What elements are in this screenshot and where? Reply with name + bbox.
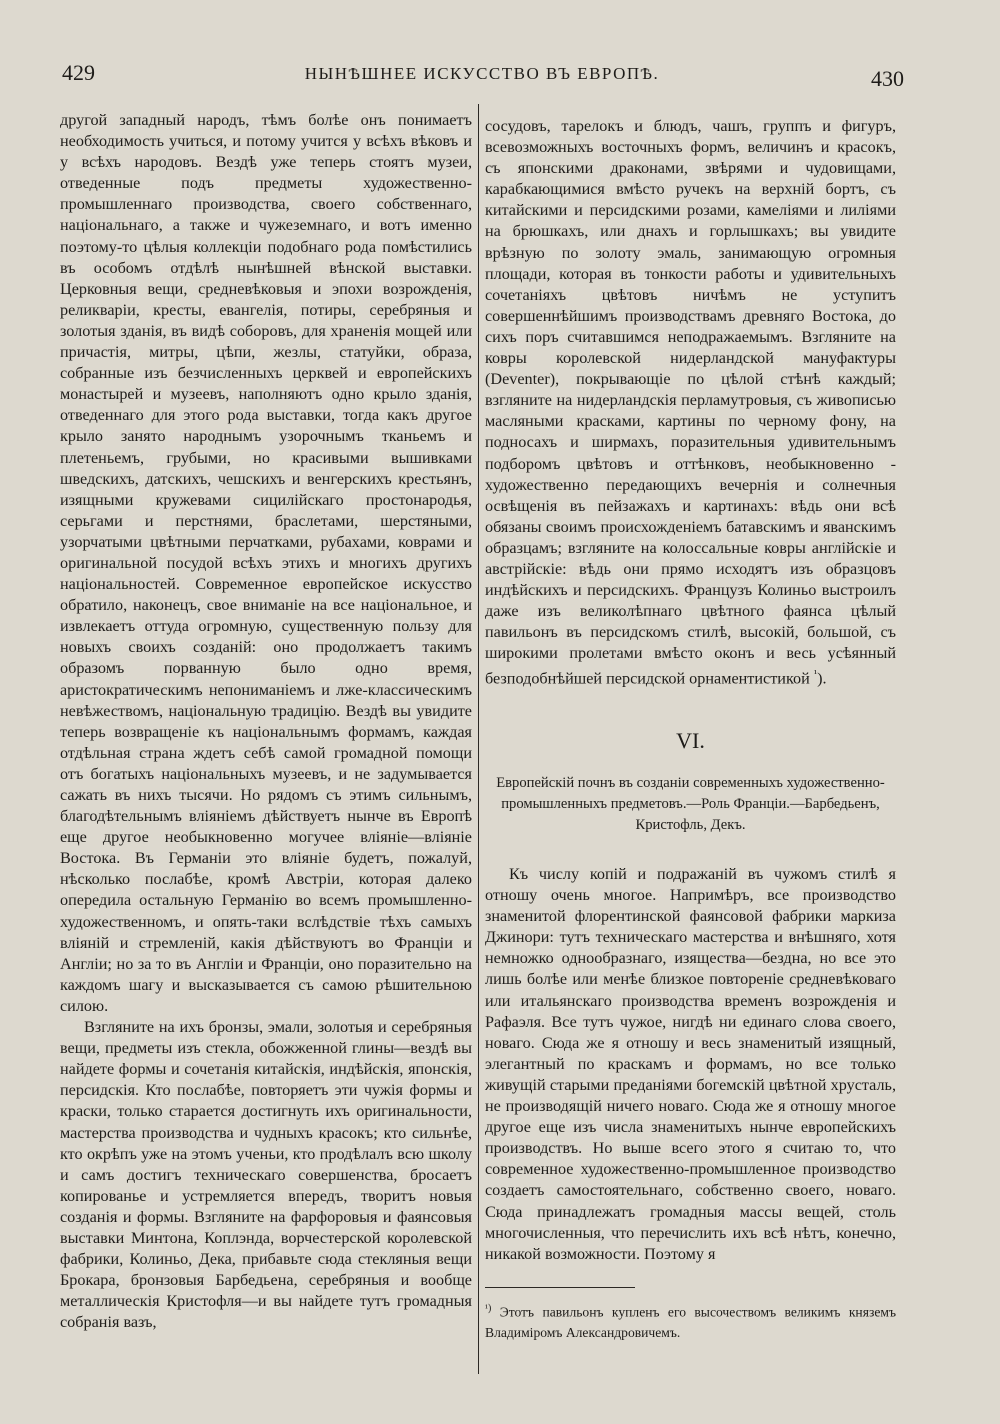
- left-column: [60, 110, 472, 1333]
- chapter-summary: Европейскій почнъ въ созданіи современныхъ художественно-промышленныхъ предметовъ.—Роль Франціи.—Барбедьенъ, Кристофль, Декъ.: [496, 775, 885, 834]
- paragraph-text: сосудовъ, тарелокъ и блюдъ, чашъ, группъ и фигуръ, всевозможныхъ восточныхъ формъ, величинъ и красокъ, съ японскими драконами, звѣрями и чудовищами, карабкающимися вмѣсто ручекъ на верхній бортъ, съ китайскими и персидскими розами, камеліями и лиліями на брюшкахъ, или днахъ и горлышкахъ; вы увидите врѣзную по золоту эмаль, занимающую огромныя площади, которая въ тонкости работы и удивительныхъ сочетаніяхъ цвѣтовъ ничѣмъ не уступитъ совершеннѣйшимъ производствамъ древняго Востока, до сихъ поръ считавшимся неподражаемымъ. Взгляните на ковры королевской нидерландской мануфактуры (Deventer), покрывающіе по цѣлой стѣнѣ каждый; взгляните на нидерландскія перламутровыя, съ живописью масляными красками, картины по черному фону, на подносахъ и ширмахъ, поразительныя удивительнымъ подборомъ цвѣтовъ и оттѣнковъ, необыкновенно - художественно передающихъ вечернія и солнечныя освѣщенія въ пейзажахъ и картинахъ: вѣдь они всѣ обязаны своимъ происхожденіемъ батавскимъ и яванскимъ образцамъ; взгляните на колоссальные ковры англійскіе и австрійскіе: вѣдь они прямо исходятъ изъ образцовъ индѣйскихъ и персидскихъ. Французъ Колиньо выстроилъ даже изъ великолѣпнаго цвѣтного фаянса цѣлый павильонъ въ персидскомъ стилѣ, высокій, большой, съ широкими пролетами вмѣсто оконъ и весь усѣянный безподобнѣйшей персидской орнаментистикой: [485, 117, 896, 688]
- paragraph: другой западный народъ, тѣмъ болѣе онъ понимаетъ необходимость учиться, и потому учится у всѣхъ вѣковъ и у всѣхъ народовъ. Вездѣ уже теперь стоятъ музеи, отведенные подъ предметы художественно-промышленнаго производства, своего собственнаго, національнаго, а также и чужеземнаго, и вотъ именно поэтому-то цѣлыя коллекціи подобнаго рода помѣстились въ особомъ отдѣлѣ нынѣшней вѣнской выставки. Церковныя вещи, средневѣковыя и эпохи возрожденія, реликваріи, кресты, евангелія, потиры, серебряныя и золотыя зданія, въ видѣ соборовъ, для храненія мощей или причастія, митры, цѣпи, жезлы, статуйки, образа, собранные изъ безчисленныхъ церквей и европейскихъ монастырей и музеевъ, наполняютъ одно крыло зданія, отведеннаго для этого рода выставки, тогда какъ другое крыло занято народнымъ узорочнымъ тканьемъ и плетеньемъ, грубыми, но красивыми вышивками шведскихъ, датскихъ, чешскихъ и венгерскихъ крестьянъ, изящными кружевами сицилійскаго простонародья, серьгами и перстнями, браслетами, шерстяными, узорчатыми цвѣтными перчатками, рубахами, коврами и оригинальной посудой всѣхъ этихъ и многихъ другихъ національностей. Современное европейское искусство обратило, наконецъ, свое вниманіе на все національное, и извлекаетъ оттуда огромную, существенную пользу для новыхъ своихъ созданій: оно продолжаетъ такимъ образомъ порванную было одно время, аристократическимъ непониманіемъ и лже-классическимъ невѣжествомъ, національную традицію. Вездѣ вы увидите теперь возвращеніе къ національнымъ формамъ, каждая отдѣльная страна ждетъ себѣ самой громадной помощи отъ богатыхъ національныхъ музеевъ, и не задумывается сажать въ нихъ тысячи. Но рядомъ съ этимъ сильнымъ, благодѣтельнымъ вліяніемъ дѣйствуетъ нынче въ Европѣ еще другое необыкновенно могучее вліяніе—вліяніе Востока. Въ Германіи это вліяніе будетъ, пожалуй, нѣсколько послабѣе, кромѣ Австріи, которая далеко опередила остальную Германію во всемъ промышленно-художественномъ, и опять-таки вслѣдствіе тѣхъ самыхъ вліяній и стремленій, какія дѣйствуютъ во Франціи и Англіи; но за то въ Англіи и Франціи, оно поразительно на каждомъ шагу и высказывается съ самою рѣшительною силою.: [60, 111, 472, 1015]
- footnote-reference: ¹: [813, 668, 818, 681]
- left-page-number: 429: [62, 60, 95, 85]
- paragraph: Къ числу копій и подражаній въ чужомъ стилѣ я отношу очень многое. Напримѣръ, все производство знаменитой флорентинской фаянсовой фабрики маркиза Джинори: тутъ техническаго мастерства и внѣшняго, хотя немножко однообразнаго, изящества—бездна, но все это лишь болѣе или менѣе близкое повтореніе средневѣковаго или итальянскаго производства временъ возрожденія и Рафаэля. Все тутъ чужое, нигдѣ ни единаго слова своего, новаго. Сюда же я отношу и весь знаменитый изящный, элегантный по краскамъ и формамъ, но все только живущій старыми преданіями богемскій цвѣтной хрусталь, не производящій ничего новаго. Сюда же я отношу многое другое еще изъ числа знаменитыхъ нынче европейскихъ производствъ. Но выше всего этого я считаю то, что современное художественно-промышленное производство создаетъ самостоятельнаго, собственно своего, новаго. Сюда принадлежатъ громадныя массы вещей, столь многочисленныя, что перечислить ихъ всѣ нѣтъ, конечно, никакой возможности. Поэтому я: [485, 865, 896, 1263]
- footnote: [485, 1298, 896, 1344]
- column-divider: [478, 104, 479, 1374]
- paragraph-end: ).: [817, 669, 827, 688]
- paragraph: Взгляните на ихъ бронзы, эмали, золотыя и серебряныя вещи, предметы изъ стекла, обожженной глины—вездѣ вы найдете формы и сочетанія китайскія, индѣйскія, японскія, персидскія. Кто послабѣе, повторяетъ эти чужія формы и краски, только старается достигнуть ихъ оригинальности, мастерства производства и чудныхъ красокъ; кто сильнѣе, кто окрѣпъ уже на этомъ ученьи, кто продѣлалъ всю школу и самъ достигъ техническаго совершенства, бросаетъ копированье и устремляется впередъ, творитъ новыя созданія и формы. Взгляните на фарфоровыя и фаянсовыя выставки Минтона, Коплэнда, ворчестерской королевской фабрики, Колиньо, Дека, прибавьте сюда стекляныя вещи Брокара, бронзовыя Барбедьена, серебряныя и вообще металлическія Кристофля—и вы найдете тутъ громадныя собранія вазъ,: [60, 1018, 472, 1332]
- footnote-rule: [485, 1287, 635, 1288]
- footnote-mark: ¹): [485, 1302, 492, 1314]
- right-page-number: 430: [871, 66, 904, 91]
- right-column: [485, 116, 896, 1343]
- running-title: НЫНѢШНЕЕ ИСКУССТВО ВЪ ЕВРОПѢ.: [304, 64, 660, 83]
- footnote-text: Этотъ павильонъ купленъ его высочествомъ великимъ княземъ Владиміромъ Александровичемъ.: [485, 1304, 896, 1341]
- chapter-number: VI.: [676, 727, 705, 753]
- page-header: [60, 56, 904, 90]
- paragraph: [485, 116, 896, 690]
